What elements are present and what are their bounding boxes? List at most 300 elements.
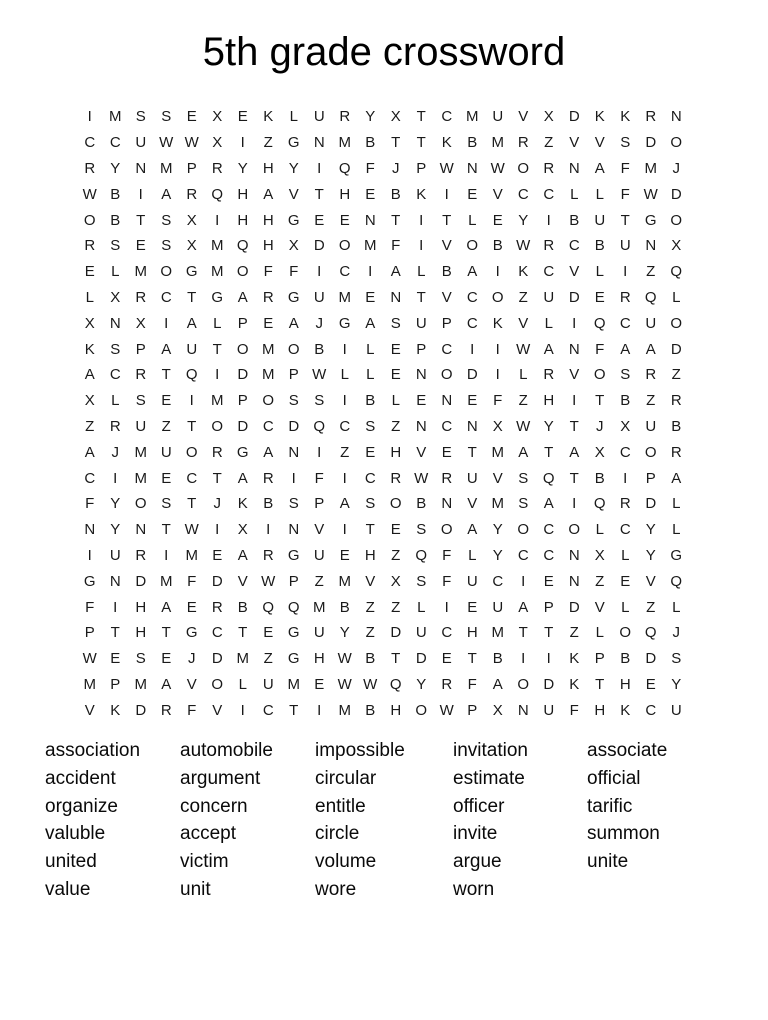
grid-letter: U [415, 624, 427, 642]
grid-letter: J [392, 159, 400, 177]
grid-letter: C [543, 185, 555, 203]
grid-letter: T [544, 624, 554, 642]
grid-letter: L [672, 495, 681, 513]
grid-letter: O [211, 417, 224, 435]
grid-letter: Q [185, 366, 198, 384]
grid-letter: N [109, 314, 121, 332]
grid-letter: H [619, 675, 631, 693]
grid-letter: M [466, 108, 479, 126]
grid-letter: R [543, 237, 555, 255]
grid-letter: U [313, 288, 325, 306]
grid-letter: R [211, 598, 223, 616]
grid-letter: G [287, 288, 300, 306]
grid-letter: Z [340, 443, 350, 461]
grid-letter: Q [236, 237, 249, 255]
grid-letter: D [288, 417, 300, 435]
grid-letter: E [339, 211, 350, 229]
grid-letter: N [441, 495, 453, 513]
word-list-item: accident [45, 767, 116, 789]
grid-letter: B [620, 392, 631, 410]
grid-letter: S [390, 314, 401, 332]
grid-letter: M [134, 443, 147, 461]
grid-letter: N [135, 159, 147, 177]
grid-letter: A [492, 675, 503, 693]
grid-letter: D [543, 675, 555, 693]
grid-letter: R [211, 159, 223, 177]
grid-letter: K [441, 134, 452, 152]
grid-letter: D [670, 185, 682, 203]
grid-letter: L [468, 211, 477, 229]
grid-letter: I [521, 572, 526, 590]
grid-letter: Q [593, 314, 606, 332]
grid-letter: U [670, 701, 682, 719]
grid-letter: C [441, 417, 453, 435]
word-list-column [45, 737, 180, 903]
grid-letter: O [236, 340, 249, 358]
grid-letter: O [670, 211, 683, 229]
word-list-item: summon [587, 823, 660, 845]
grid-letter: C [441, 340, 453, 358]
grid-letter: T [212, 469, 222, 487]
grid-letter: Y [645, 546, 656, 564]
grid-letter: R [211, 443, 223, 461]
grid-letter: E [263, 624, 274, 642]
grid-letter: R [339, 108, 351, 126]
grid-letter: M [338, 134, 351, 152]
grid-letter: S [288, 392, 299, 410]
grid-letter: P [110, 675, 121, 693]
grid-letter: I [495, 366, 500, 384]
word-list-item: concern [180, 795, 248, 817]
grid-letter: F [289, 263, 299, 281]
grid-letter: F [467, 675, 477, 693]
grid-letter: I [189, 392, 194, 410]
grid-letter: L [366, 340, 375, 358]
grid-letter: F [263, 263, 273, 281]
grid-letter: O [619, 624, 632, 642]
grid-letter: F [391, 237, 401, 255]
grid-letter: C [517, 546, 529, 564]
grid-letter: H [262, 237, 274, 255]
grid-letter: L [289, 108, 298, 126]
grid-letter: I [317, 443, 322, 461]
grid-letter: H [237, 185, 249, 203]
grid-letter: K [237, 495, 248, 513]
word-search-grid [77, 104, 768, 723]
grid-letter: I [87, 108, 92, 126]
grid-letter: S [161, 495, 172, 513]
grid-letter: O [517, 675, 530, 693]
grid-letter: A [365, 314, 376, 332]
grid-letter: Q [313, 417, 326, 435]
grid-letter: E [161, 650, 172, 668]
grid-letter: O [211, 675, 224, 693]
grid-letter: I [317, 701, 322, 719]
grid-letter: A [263, 443, 274, 461]
grid-letter: P [416, 340, 427, 358]
grid-letter: G [670, 546, 683, 564]
word-list-item: worn [453, 878, 495, 900]
grid-letter: K [416, 185, 427, 203]
grid-letter: W [516, 340, 531, 358]
grid-letter: R [619, 495, 631, 513]
word-list-column [587, 737, 768, 903]
grid-letter: O [670, 134, 683, 152]
grid-letter: N [466, 159, 478, 177]
grid-letter: I [470, 340, 475, 358]
grid-letter: L [672, 288, 681, 306]
grid-letter: V [569, 263, 580, 281]
grid-letter: Y [492, 521, 503, 539]
grid-letter: M [134, 675, 147, 693]
grid-letter: U [466, 572, 478, 590]
grid-letter: W [184, 521, 199, 539]
grid-letter: T [289, 701, 299, 719]
grid-letter: Y [110, 495, 121, 513]
grid-letter: G [338, 314, 351, 332]
grid-letter: L [672, 598, 681, 616]
grid-letter: K [569, 650, 580, 668]
grid-letter: T [187, 495, 197, 513]
grid-letter: Z [365, 624, 375, 642]
grid-letter: E [467, 392, 478, 410]
word-list-item: associate [587, 740, 668, 762]
grid-letter: Z [569, 624, 579, 642]
word-list-column [453, 737, 587, 903]
grid-letter: T [467, 650, 477, 668]
grid-letter: E [620, 572, 631, 590]
grid-letter: B [441, 263, 452, 281]
grid-letter: C [262, 701, 274, 719]
grid-letter: B [365, 650, 376, 668]
grid-letter: Q [644, 624, 657, 642]
grid-letter: A [518, 443, 529, 461]
grid-letter: S [416, 572, 427, 590]
grid-letter: R [135, 366, 147, 384]
grid-letter: L [595, 185, 604, 203]
grid-letter: I [291, 469, 296, 487]
grid-letter: T [620, 211, 630, 229]
grid-letter: C [466, 314, 478, 332]
grid-letter: S [135, 108, 146, 126]
grid-letter: E [365, 443, 376, 461]
grid-letter: M [134, 263, 147, 281]
grid-letter: E [314, 211, 325, 229]
grid-letter: O [568, 521, 581, 539]
grid-letter: I [546, 650, 551, 668]
grid-letter: G [83, 572, 96, 590]
grid-letter: F [595, 340, 605, 358]
word-list [0, 737, 768, 903]
grid-letter: S [161, 211, 172, 229]
grid-letter: C [543, 263, 555, 281]
grid-letter: T [212, 340, 222, 358]
grid-letter: R [160, 701, 172, 719]
grid-letter: H [135, 624, 147, 642]
grid-letter: I [342, 340, 347, 358]
grid-letter: A [237, 546, 248, 564]
grid-letter: F [85, 598, 95, 616]
grid-letter: H [390, 701, 402, 719]
grid-letter: I [215, 211, 220, 229]
grid-letter: G [185, 624, 198, 642]
grid-letter: Z [161, 417, 171, 435]
grid-letter: P [84, 624, 95, 642]
grid-letter: N [568, 572, 580, 590]
grid-letter: E [390, 366, 401, 384]
grid-letter: B [110, 211, 121, 229]
grid-letter: H [543, 392, 555, 410]
grid-letter: N [313, 134, 325, 152]
grid-letter: C [160, 288, 172, 306]
grid-letter: E [186, 108, 197, 126]
grid-letter: I [164, 314, 169, 332]
grid-letter: S [518, 469, 529, 487]
grid-letter: V [441, 288, 452, 306]
grid-letter: B [467, 134, 478, 152]
grid-letter: J [672, 159, 680, 177]
grid-letter: A [594, 159, 605, 177]
grid-letter: E [161, 392, 172, 410]
grid-letter: O [517, 159, 530, 177]
grid-letter: S [161, 237, 172, 255]
grid-letter: C [262, 417, 274, 435]
grid-letter: E [365, 288, 376, 306]
word-list-item: circular [315, 767, 377, 789]
grid-letter: C [364, 469, 376, 487]
grid-letter: T [569, 469, 579, 487]
grid-letter: E [416, 392, 427, 410]
word-list-item: invitation [453, 740, 528, 762]
grid-letter: U [594, 211, 606, 229]
grid-letter: C [84, 469, 96, 487]
grid-letter: O [338, 237, 351, 255]
grid-letter: I [317, 263, 322, 281]
grid-letter: A [161, 340, 172, 358]
grid-letter: M [236, 650, 249, 668]
grid-letter: B [314, 340, 325, 358]
grid-letter: M [644, 159, 657, 177]
grid-letter: C [84, 134, 96, 152]
grid-letter: U [543, 701, 555, 719]
grid-letter: L [595, 521, 604, 539]
grid-letter: L [238, 675, 247, 693]
grid-letter: Z [518, 392, 528, 410]
grid-letter: A [518, 598, 529, 616]
grid-letter: O [644, 443, 657, 461]
grid-letter: C [619, 314, 631, 332]
grid-letter: T [544, 443, 554, 461]
grid-letter: I [342, 392, 347, 410]
grid-letter: G [287, 546, 300, 564]
grid-letter: U [135, 417, 147, 435]
grid-letter: N [568, 546, 580, 564]
grid-letter: Z [314, 572, 324, 590]
grid-letter: V [186, 675, 197, 693]
grid-letter: R [619, 288, 631, 306]
grid-letter: T [569, 417, 579, 435]
grid-letter: I [572, 392, 577, 410]
grid-letter: T [161, 521, 171, 539]
grid-letter: R [262, 288, 274, 306]
grid-letter: M [338, 572, 351, 590]
grid-letter: U [109, 546, 121, 564]
grid-letter: X [237, 521, 248, 539]
grid-letter: E [543, 572, 554, 590]
grid-letter: I [623, 469, 628, 487]
grid-letter: M [364, 237, 377, 255]
grid-letter: E [467, 185, 478, 203]
grid-letter: S [135, 650, 146, 668]
grid-letter: C [441, 108, 453, 126]
grid-letter: B [492, 650, 503, 668]
grid-letter: V [594, 134, 605, 152]
grid-letter: Z [391, 417, 401, 435]
grid-letter: M [109, 108, 122, 126]
grid-letter: Y [237, 159, 248, 177]
grid-letter: F [365, 159, 375, 177]
grid-letter: T [416, 288, 426, 306]
grid-letter: Z [544, 134, 554, 152]
grid-letter: R [109, 417, 121, 435]
grid-letter: C [619, 521, 631, 539]
grid-letter: Y [365, 108, 376, 126]
grid-letter: R [543, 159, 555, 177]
grid-letter: H [390, 443, 402, 461]
grid-letter: I [495, 263, 500, 281]
grid-letter: F [187, 701, 197, 719]
grid-letter: I [495, 340, 500, 358]
grid-letter: X [212, 108, 223, 126]
grid-letter: H [237, 211, 249, 229]
grid-letter: F [620, 159, 630, 177]
grid-letter: B [620, 650, 631, 668]
grid-letter: N [466, 417, 478, 435]
grid-letter: G [236, 443, 249, 461]
grid-letter: D [237, 417, 249, 435]
grid-letter: C [543, 521, 555, 539]
grid-letter: Z [263, 650, 273, 668]
grid-letter: P [441, 314, 452, 332]
grid-letter: R [390, 469, 402, 487]
word-list-item: argument [180, 767, 261, 789]
grid-letter: M [287, 675, 300, 693]
grid-letter: W [261, 572, 276, 590]
grid-letter: W [490, 159, 505, 177]
grid-letter: N [568, 340, 580, 358]
grid-letter: E [84, 263, 95, 281]
grid-letter: Q [211, 185, 224, 203]
grid-letter: P [288, 572, 299, 590]
grid-letter: F [620, 185, 630, 203]
grid-letter: C [339, 263, 351, 281]
grid-letter: V [84, 701, 95, 719]
word-list-item: unite [587, 850, 629, 872]
grid-letter: A [84, 443, 95, 461]
grid-letter: E [390, 521, 401, 539]
grid-letter: P [416, 159, 427, 177]
grid-letter: I [521, 650, 526, 668]
grid-letter: K [594, 108, 605, 126]
grid-letter: A [569, 443, 580, 461]
grid-letter: O [415, 701, 428, 719]
grid-letter: P [594, 650, 605, 668]
grid-letter: M [491, 495, 504, 513]
grid-letter: Q [644, 288, 657, 306]
grid-letter: T [391, 211, 401, 229]
grid-letter: N [415, 366, 427, 384]
grid-letter: E [339, 546, 350, 564]
grid-letter: T [187, 288, 197, 306]
grid-letter: E [594, 288, 605, 306]
grid-letter: E [135, 237, 146, 255]
grid-letter: W [184, 134, 199, 152]
grid-letter: F [442, 572, 452, 590]
grid-letter: A [645, 340, 656, 358]
grid-letter: T [416, 108, 426, 126]
word-list-item: association [45, 740, 141, 762]
grid-letter: Y [645, 521, 656, 539]
grid-letter: N [517, 701, 529, 719]
grid-letter: Q [542, 469, 555, 487]
grid-letter: B [365, 134, 376, 152]
word-list-item: official [587, 767, 641, 789]
grid-letter: N [645, 237, 657, 255]
grid-letter: Z [671, 366, 681, 384]
grid-letter: I [623, 263, 628, 281]
grid-letter: Z [85, 417, 95, 435]
grid-letter: V [569, 366, 580, 384]
grid-letter: A [186, 314, 197, 332]
grid-letter: P [237, 314, 248, 332]
grid-letter: O [134, 495, 147, 513]
grid-letter: M [211, 237, 224, 255]
grid-letter: P [135, 340, 146, 358]
grid-letter: X [543, 108, 554, 126]
grid-letter: Z [646, 598, 656, 616]
grid-letter: K [110, 701, 121, 719]
grid-letter: J [315, 314, 323, 332]
grid-letter: J [188, 650, 196, 668]
grid-letter: A [620, 340, 631, 358]
grid-letter: H [594, 701, 606, 719]
grid-letter: A [288, 314, 299, 332]
grid-letter: Y [518, 211, 529, 229]
grid-letter: D [415, 650, 427, 668]
grid-letter: I [240, 134, 245, 152]
grid-letter: A [84, 366, 95, 384]
grid-letter: M [313, 598, 326, 616]
grid-letter: G [211, 288, 224, 306]
grid-letter: W [439, 701, 454, 719]
word-list-item: unit [180, 878, 211, 900]
grid-letter: Q [415, 546, 428, 564]
grid-letter: I [572, 495, 577, 513]
grid-letter: U [135, 134, 147, 152]
grid-letter: D [135, 572, 147, 590]
grid-letter: C [517, 185, 529, 203]
grid-letter: X [135, 314, 146, 332]
grid-letter: F [187, 572, 197, 590]
grid-letter: E [645, 675, 656, 693]
grid-letter: N [441, 392, 453, 410]
grid-letter: G [287, 211, 300, 229]
grid-letter: J [213, 495, 221, 513]
grid-letter: H [262, 211, 274, 229]
grid-letter: G [287, 650, 300, 668]
grid-letter: D [670, 340, 682, 358]
grid-letter: Q [338, 159, 351, 177]
